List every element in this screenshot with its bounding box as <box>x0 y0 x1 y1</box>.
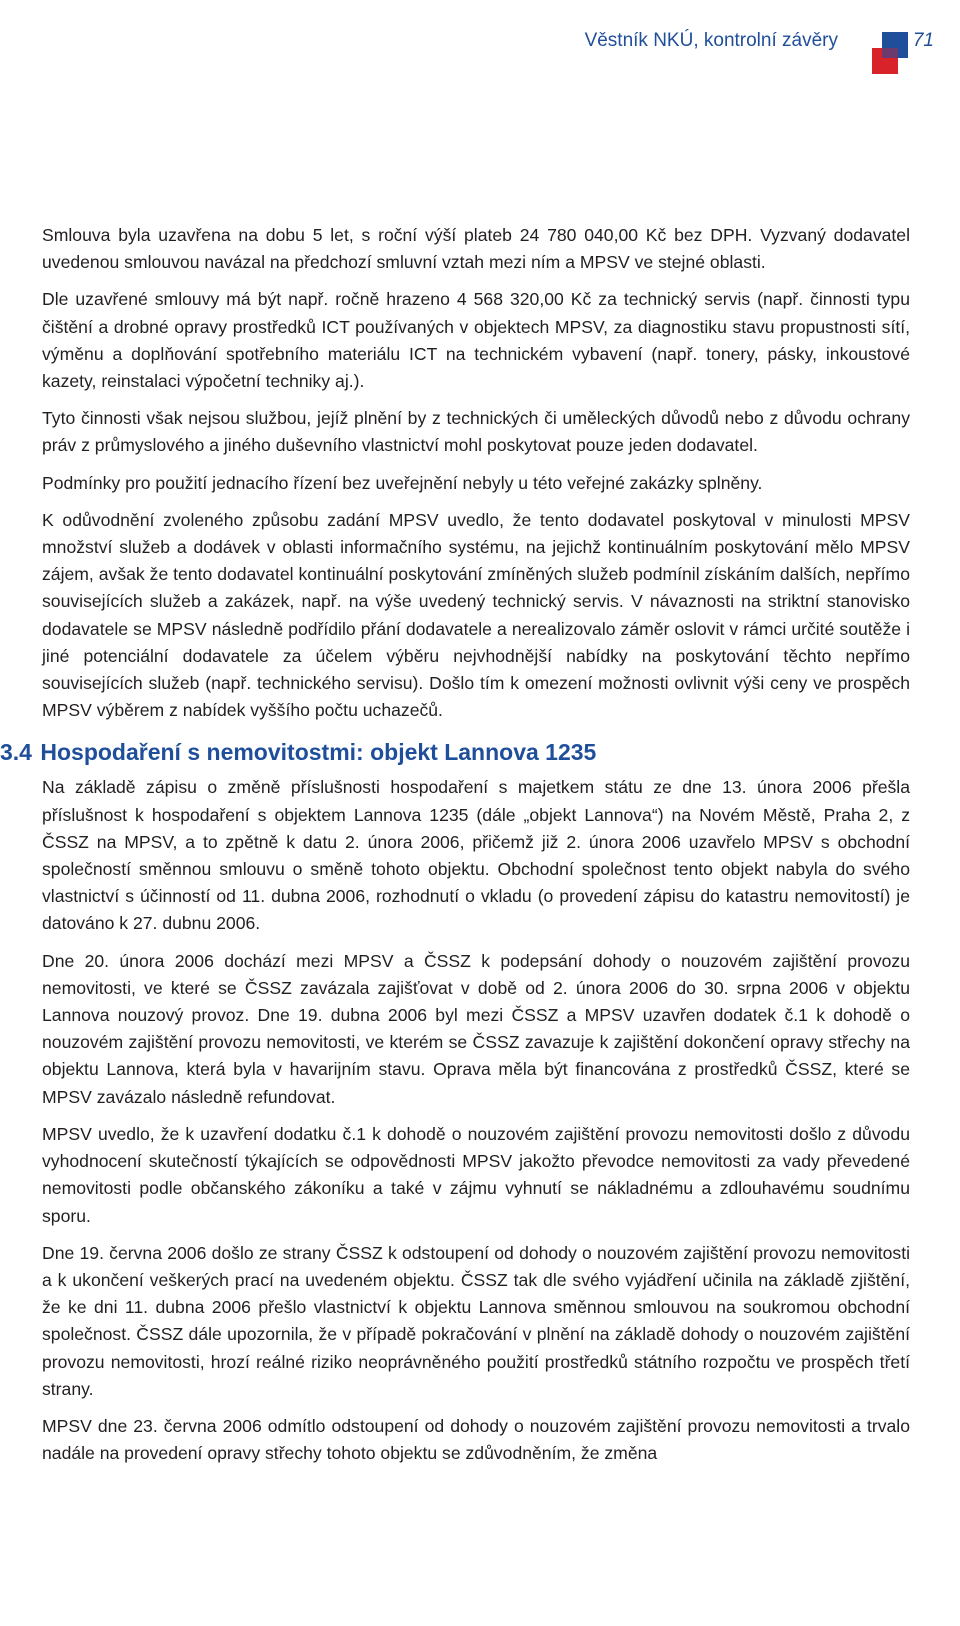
paragraph: Dne 20. února 2006 dochází mezi MPSV a ČSSZ k podepsání dohody o nouzovém zajištění provozu nemovitosti, ve které se ČSSZ zavázala zajišťovat v době od 2. února 2006 do 30. srpna 2006 v objektu Lannova nouzový provoz. Dne 19. dubna 2006 byl mezi ČSSZ a MPSV uzavřen dodatek č.1 k dohodě o nouzovém zajištění provozu nemovitosti, ve kterém se ČSSZ zavazuje k zajištění dokončení opravy střechy na objektu Lannova, která byla v havarijním stavu. Oprava měla být financována z prostředků ČSSZ, které se MPSV zavázalo následně refundovat. <box>42 950 910 1107</box>
section-number: 3.4 <box>0 739 32 766</box>
paragraph: K odůvodnění zvoleného způsobu zadání MPSV uvedlo, že tento dodavatel poskytoval v minulosti MPSV množství služeb a dodávek v oblasti informačního systému, na jejichž kontinuálním poskytování mělo MPSV zájem, avšak že tento dodavatel kontinuální poskytování zmíněných služeb podmínil získáním dalších, nepřímo souvisejících služeb a zakázek, např. na výše uvedený technický servis. V návaznosti na striktní stanovisko dodavatele se MPSV následně podřídilo přání dodavatele a nerealizovalo záměr oslovit v rámci určité soutěže i jiné potenciální dodavatele za účelem výběru nejvhodnější nabídky na poskytování těchto nepřímo souvisejících služeb (např. technického servisu). Došlo tím k omezení možnosti ovlivnit výši ceny ve prospěch MPSV výběrem z nabídek vyššího počtu uchazečů. <box>42 509 910 721</box>
page-body <box>0 222 910 1477</box>
section-heading <box>0 736 910 768</box>
paragraph: Tyto činnosti však nejsou službou, jejíž plnění by z technických či uměleckých důvodů nebo z důvodu ochrany práv z průmyslového a jiného duševního vlastnictví mohl poskytovat pouze jeden dodavatel. <box>42 408 910 456</box>
paragraph: MPSV uvedlo, že k uzavření dodatku č.1 k dohodě o nouzovém zajištění provozu nemovitosti došlo z důvodu vyhodnocení skutečností týkajících se odpovědnosti MPSV jakožto převodce nemovitosti za vady převedené nemovitosti podle občanského zákoníku a také v zájmu vyhnutí se nákladnému a zdlouhavému soudnímu sporu. <box>42 1123 910 1226</box>
page-number: 71 <box>912 30 934 51</box>
paragraph: MPSV dne 23. června 2006 odmítlo odstoupení od dohody o nouzovém zajištění provozu nemovitosti a trvalo nadále na provedení opravy střechy tohoto objektu se zdůvodněním, že změna <box>42 1415 910 1464</box>
paragraph: Dle uzavřené smlouvy má být např. ročně hrazeno 4 568 320,00 Kč za technický servis (např. činnosti typu čištění a drobné opravy prostředků ICT používaných v objektech MPSV, za diagnostiku stavu propustnosti sítí, výměnu a doplňování spotřebního materiálu ICT na technickém vybavení (např. tonery, pásky, inkoustové kazety, reinstalaci výpočetní techniky aj.). <box>42 289 910 392</box>
paragraph: Smlouva byla uzavřena na dobu 5 let, s roční výší plateb 24 780 040,00 Kč bez DPH. Vyzvaný dodavatel uvedenou smlouvou navázal na předchozí smluvní vztah mezi ním a MPSV ve stejné oblasti. <box>42 225 910 273</box>
nku-logo-icon <box>872 32 914 74</box>
paragraph: Dne 19. června 2006 došlo ze strany ČSSZ k odstoupení od dohody o nouzovém zajištění provozu nemovitosti a k ukončení veškerých prací na uvedeném objektu. ČSSZ tak dle svého vyjádření učinila na základě zjištění, že ke dni 11. dubna 2006 přešlo vlastnictví k objektu Lannova směnnou smlouvou na soukromou obchodní společnost. ČSSZ dále upozornila, že v případě pokračování v plnění na základě dohody o nouzovém zajištění provozu nemovitosti, hrozí reálné riziko neoprávněného použití prostředků státního rozpočtu ve prospěch třetí strany. <box>42 1242 910 1399</box>
page-header <box>0 26 960 56</box>
journal-title: Věstník NKÚ, kontrolní závěry <box>584 30 838 51</box>
logo-overlap-square <box>882 48 898 58</box>
paragraph: Na základě zápisu o změně příslušnosti hospodaření s majetkem státu ze dne 13. února 2006 přešla příslušnost k hospodaření s objektem Lannova 1235 (dále „objekt Lannova“) na Novém Městě, Praha 2, z ČSSZ na MPSV, a to zpětně k datu 2. února 2006, přičemž již 2. února 2006 uzavřelo MPSV s obchodní společností směnnou smlouvu o směně tohoto objektu. Obchodní společnost tento objekt nabyla do svého vlastnictví s účinností od 11. dubna 2006, rozhodnutí o vkladu (o provedení zápisu do katastru nemovitostí) je datováno k 27. dubnu 2006. <box>42 777 910 934</box>
paragraph: Podmínky pro použití jednacího řízení bez uveřejnění nebyly u této veřejné zakázky splněny. <box>42 472 763 493</box>
section-title: Hospodaření s nemovitostmi: objekt Lannova 1235 <box>40 739 597 766</box>
